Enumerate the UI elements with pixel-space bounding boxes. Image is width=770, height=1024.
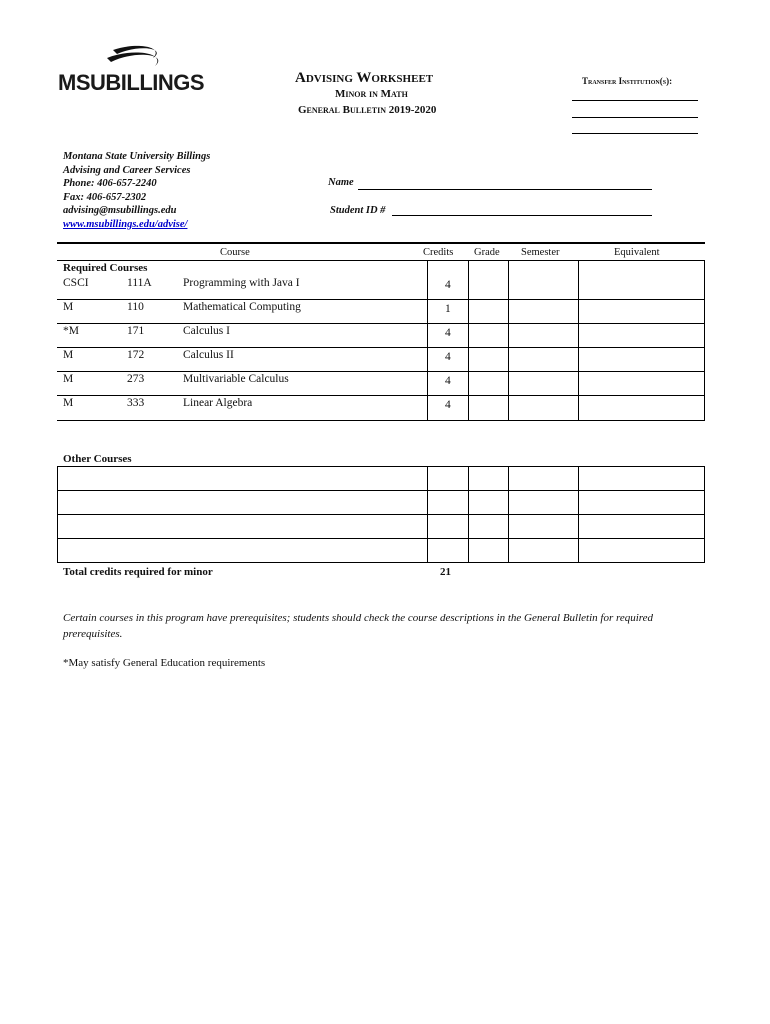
contact-office: Advising and Career Services bbox=[63, 164, 191, 176]
contact-email: advising@msubillings.edu bbox=[63, 205, 177, 216]
transfer-line-1[interactable] bbox=[572, 100, 698, 101]
course-title: Multivariable Calculus bbox=[183, 373, 289, 385]
course-credits: 4 bbox=[445, 279, 451, 291]
other-courses-label: Other Courses bbox=[63, 453, 132, 465]
header-bottom-rule bbox=[57, 260, 705, 261]
course-title: Calculus II bbox=[183, 349, 234, 361]
total-credits-label: Total credits required for minor bbox=[63, 566, 213, 578]
bulletin-subtitle: General Bulletin 2019-2020 bbox=[298, 104, 437, 116]
course-number: 333 bbox=[127, 397, 145, 409]
course-credits: 4 bbox=[445, 399, 451, 411]
name-field[interactable] bbox=[358, 189, 652, 190]
course-number: 111A bbox=[127, 277, 152, 289]
logo-wordmark: MSUBILLINGS bbox=[58, 70, 205, 95]
course-number: 273 bbox=[127, 373, 145, 385]
header-grade: Grade bbox=[474, 247, 500, 258]
course-number: 171 bbox=[127, 325, 145, 337]
course-prefix: *M bbox=[63, 325, 79, 337]
course-prefix: M bbox=[63, 373, 74, 385]
total-credits-value: 21 bbox=[440, 566, 451, 578]
contact-block bbox=[63, 150, 210, 231]
header-course: Course bbox=[220, 247, 250, 258]
contact-fax: Fax: 406-657-2302 bbox=[63, 191, 147, 203]
gen-ed-note: *May satisfy General Education requirements bbox=[63, 657, 266, 669]
required-courses-label: Required Courses bbox=[63, 262, 148, 274]
transfer-line-2[interactable] bbox=[572, 117, 698, 118]
contact-website-link[interactable]: www.msubillings.edu/advise/ bbox=[63, 218, 188, 230]
course-prefix: M bbox=[63, 349, 74, 361]
course-title: Programming with Java I bbox=[183, 277, 300, 289]
course-credits: 4 bbox=[445, 351, 451, 363]
page-title: Advising Worksheet bbox=[295, 70, 434, 86]
course-prefix: M bbox=[63, 301, 74, 313]
course-prefix: M bbox=[63, 397, 74, 409]
course-credits: 1 bbox=[445, 303, 451, 315]
name-label: Name bbox=[328, 177, 354, 188]
contact-phone: Phone: 406-657-2240 bbox=[63, 178, 157, 189]
transfer-line-3[interactable] bbox=[572, 133, 698, 134]
student-id-label: Student ID # bbox=[330, 205, 386, 216]
course-number: 172 bbox=[127, 349, 145, 361]
course-title: Calculus I bbox=[183, 325, 230, 337]
course-prefix: CSCI bbox=[63, 277, 89, 289]
course-credits: 4 bbox=[445, 375, 451, 387]
transfer-institution-label: Transfer Institution(s): bbox=[582, 76, 673, 86]
course-credits: 4 bbox=[445, 327, 451, 339]
contact-university: Montana State University Billings bbox=[63, 151, 211, 162]
minor-subtitle: Minor in Math bbox=[335, 88, 408, 100]
course-number: 110 bbox=[127, 301, 144, 313]
prerequisite-note: Certain courses in this program have prerequisites; students should check the course descriptions in the General Bulletin for required prerequisites. bbox=[63, 612, 654, 640]
header-equivalent: Equivalent bbox=[614, 247, 660, 258]
header-credits: Credits bbox=[423, 247, 454, 258]
table-top-rule bbox=[57, 242, 705, 244]
course-title: Mathematical Computing bbox=[183, 301, 301, 313]
course-title: Linear Algebra bbox=[183, 397, 253, 409]
student-id-field[interactable] bbox=[392, 215, 652, 216]
header-semester: Semester bbox=[521, 247, 560, 258]
